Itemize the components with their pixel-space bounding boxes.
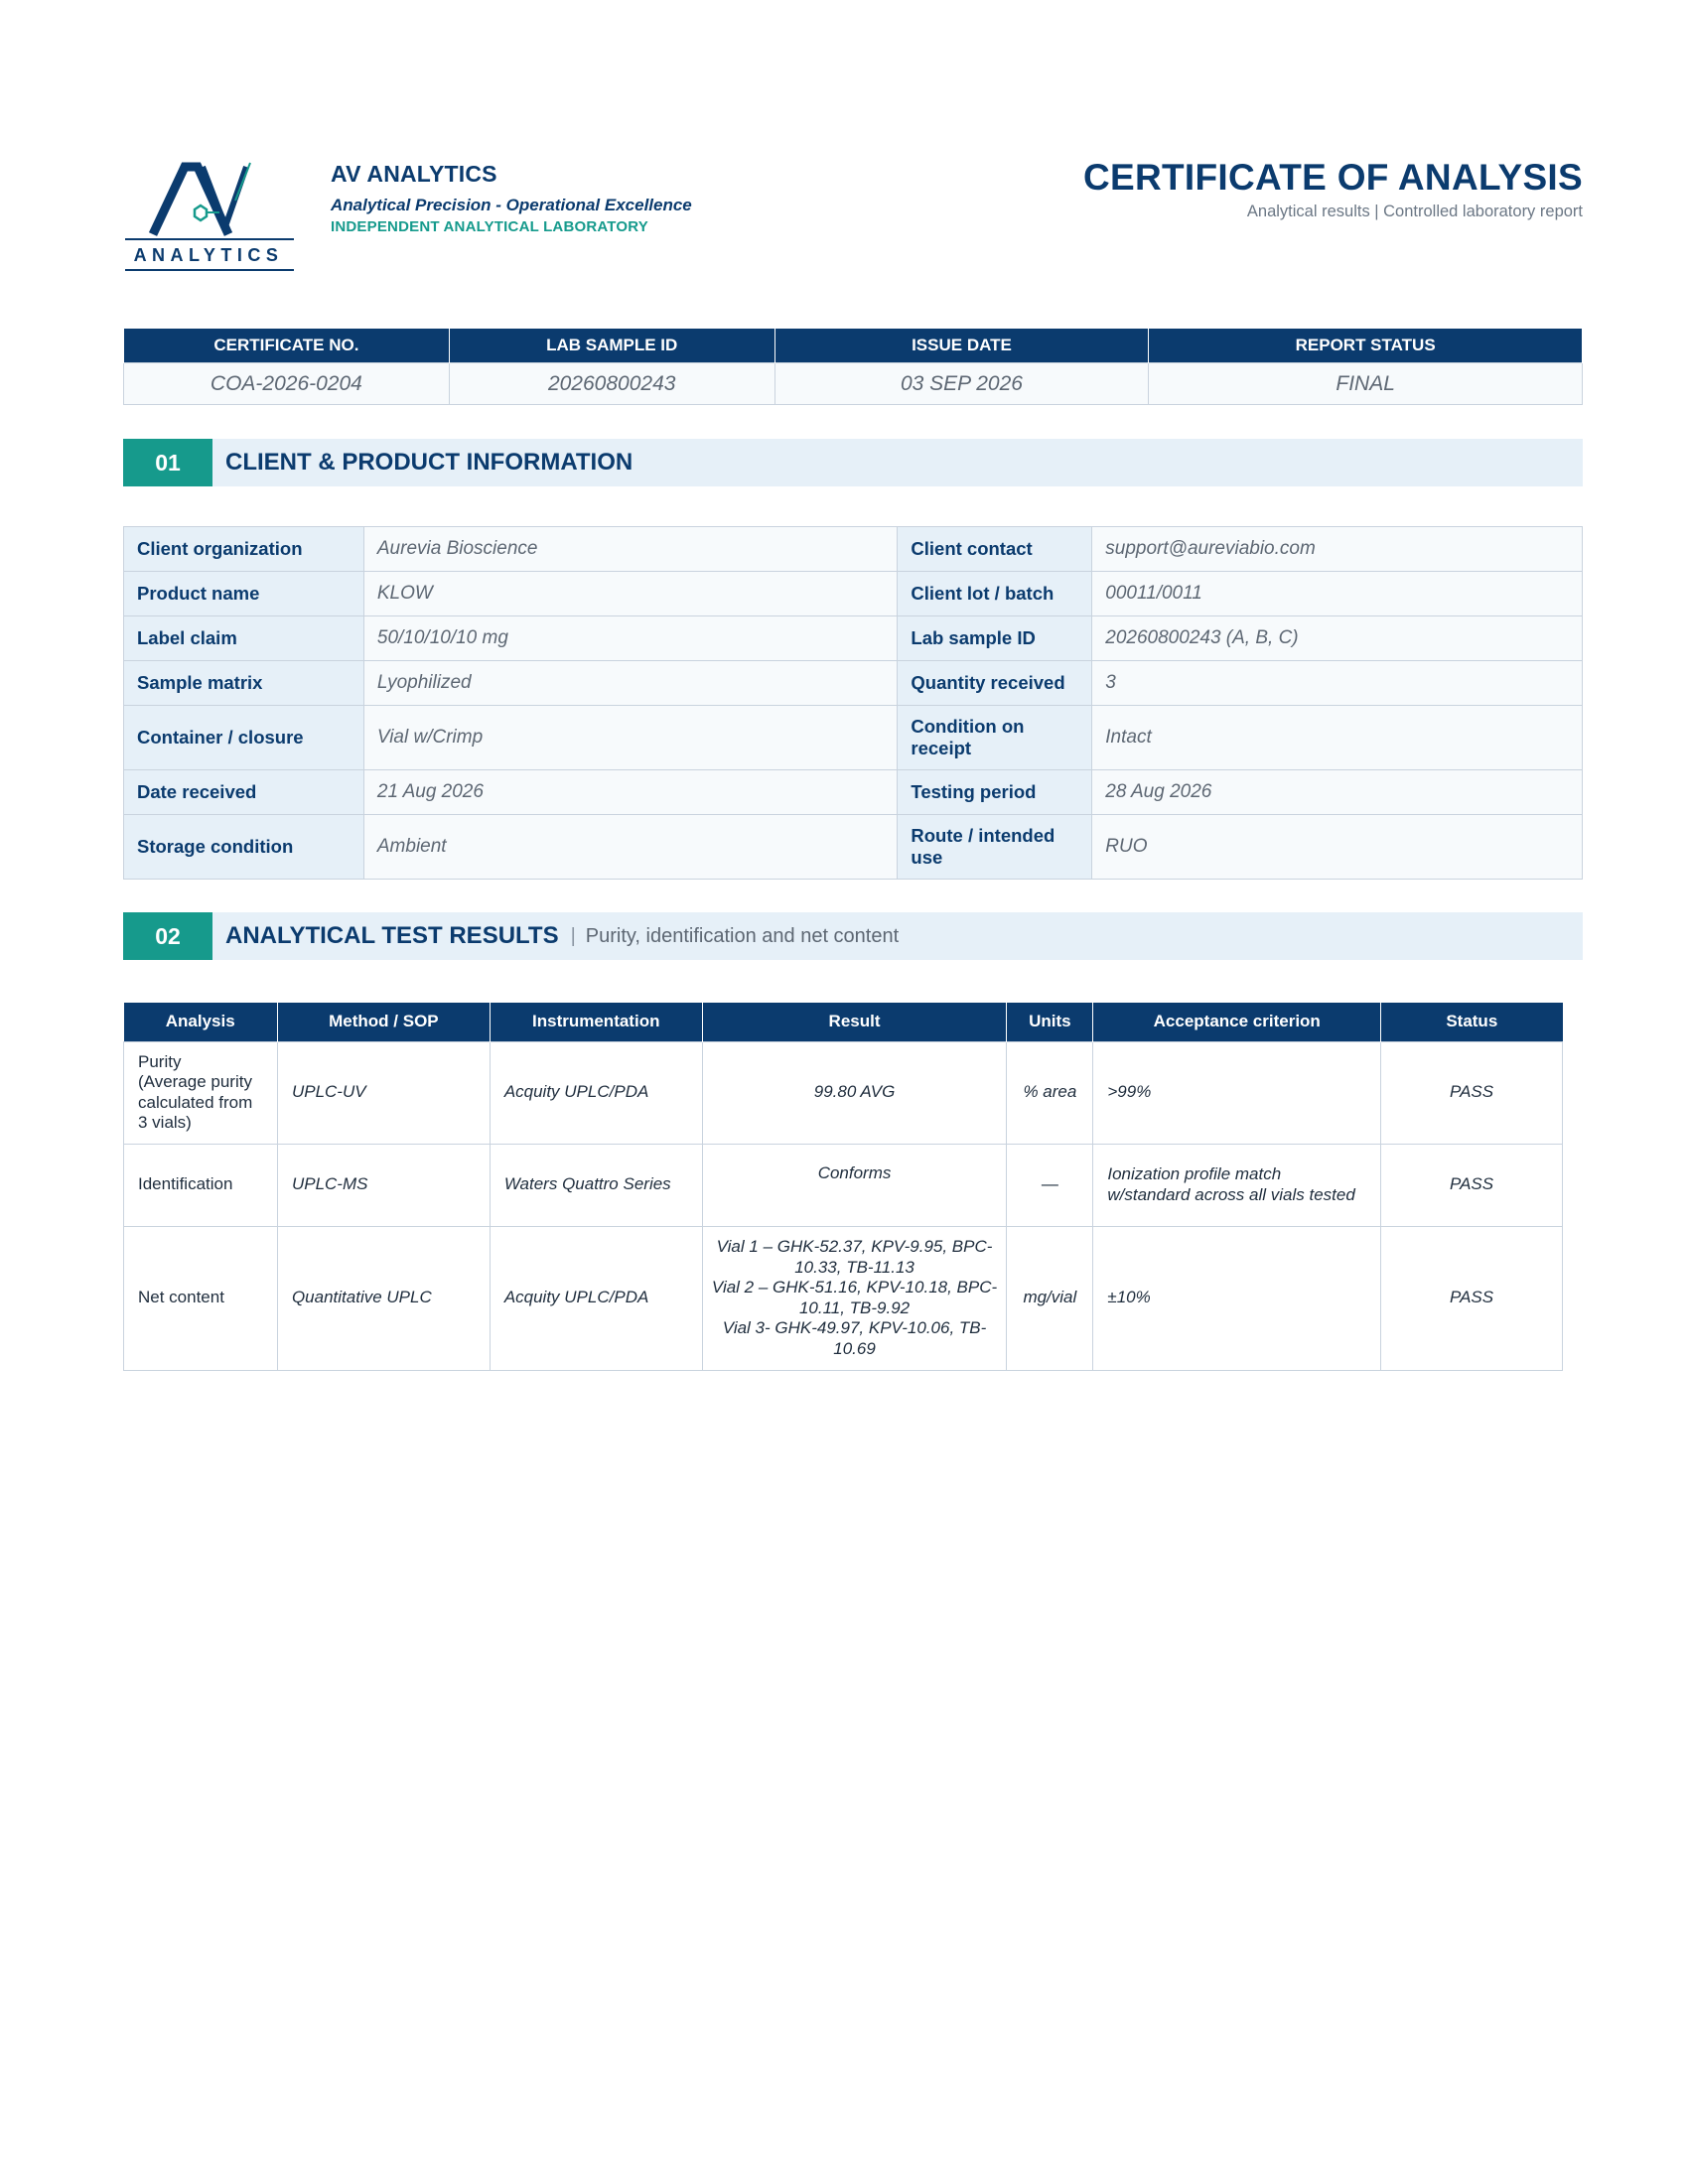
column-header-analysis: Analysis [124,1003,278,1041]
analytical-results-table [123,1003,1563,1371]
certificate-number: COA-2026-0204 [124,363,450,405]
results-header-row [124,1003,1563,1041]
document-subtitle: Analytical results | Controlled laboratory report [1246,203,1583,220]
field-value: KLOW [363,572,898,616]
certificate-meta-table [123,328,1583,405]
field-label: Lab sample ID [898,616,1092,661]
field-label: Condition on receipt [898,706,1092,770]
field-value: 50/10/10/10 mg [363,616,898,661]
av-analytics-logo [123,157,302,278]
table-row [124,706,1583,770]
logo-wordmark: ANALYTICS [133,245,284,265]
section-number: 02 [123,912,212,960]
table-row [124,572,1583,616]
field-label: Quantity received [898,661,1092,706]
table-row [124,1226,1563,1370]
field-label: Storage condition [124,815,364,880]
field-label: Testing period [898,770,1092,815]
meta-header-row [124,329,1583,363]
cell-analysis: Net content [124,1226,278,1370]
cell-instrumentation: Acquity UPLC/PDA [490,1226,702,1370]
cell-result: 99.80 AVG [702,1041,1007,1144]
table-row [124,1144,1563,1226]
meta-header-report-status: REPORT STATUS [1149,329,1583,363]
field-value: support@aureviabio.com [1092,527,1583,572]
company-block [331,161,692,235]
company-subtitle: INDEPENDENT ANALYTICAL LABORATORY [331,218,648,235]
field-value: 28 Aug 2026 [1092,770,1583,815]
field-label: Client lot / batch [898,572,1092,616]
cell-units: mg/vial [1007,1226,1093,1370]
document-title: CERTIFICATE OF ANALYSIS [1082,157,1583,198]
section-title-wrap [225,912,899,960]
field-value: 00011/0011 [1092,572,1583,616]
meta-value-row [124,363,1583,405]
field-label: Route / intended use [898,815,1092,880]
field-value: Aurevia Bioscience [363,527,898,572]
field-label: Container / closure [124,706,364,770]
cell-result: Conforms [702,1144,1007,1226]
field-value: 21 Aug 2026 [363,770,898,815]
section-subtitle: Purity, identification and net content [585,924,900,947]
cell-method: UPLC-MS [277,1144,490,1226]
field-value: Vial w/Crimp [363,706,898,770]
column-header-instrumentation: Instrumentation [490,1003,702,1041]
field-label: Client organization [124,527,364,572]
field-value: Ambient [363,815,898,880]
field-label: Product name [124,572,364,616]
field-value: Lyophilized [363,661,898,706]
field-value: 20260800243 (A, B, C) [1092,616,1583,661]
section-title: ANALYTICAL TEST RESULTS [225,922,559,949]
table-row [124,661,1583,706]
meta-header-issue-date: ISSUE DATE [774,329,1149,363]
report-status: FINAL [1149,363,1583,405]
table-row [124,1041,1563,1144]
field-label: Label claim [124,616,364,661]
field-label: Client contact [898,527,1092,572]
cell-status: PASS [1381,1041,1563,1144]
client-product-table [123,526,1583,880]
cell-instrumentation: Acquity UPLC/PDA [490,1041,702,1144]
table-row [124,770,1583,815]
cell-status: PASS [1381,1226,1563,1370]
lab-sample-id: 20260800243 [449,363,774,405]
company-tagline: Analytical Precision - Operational Excellence [331,196,692,214]
column-header-status: Status [1381,1003,1563,1041]
column-header-units: Units [1007,1003,1093,1041]
section-separator: | [570,924,576,947]
cell-analysis: Purity (Average purity calculated from 3 vials) [124,1041,278,1144]
column-header-acceptance: Acceptance criterion [1093,1003,1381,1041]
section-header-test-results [123,912,1583,960]
column-header-method: Method / SOP [277,1003,490,1041]
cell-analysis: Identification [124,1144,278,1226]
company-name: AV ANALYTICS [331,161,497,187]
meta-header-lab-sample-id: LAB SAMPLE ID [449,329,774,363]
document-title-block [1083,157,1583,221]
cell-result: Vial 1 – GHK-52.37, KPV-9.95, BPC-10.33, TB-11.13 Vial 2 – GHK-51.16, KPV-10.18, BPC-10.11, TB-9.92 Vial 3- GHK-49.97, KPV-10.06, TB-10.69 [702,1226,1007,1370]
table-row [124,815,1583,880]
cell-acceptance: >99% [1093,1041,1381,1144]
document-header [123,157,1583,286]
section-number: 01 [123,439,212,486]
cell-status: PASS [1381,1144,1563,1226]
meta-header-certificate-no: CERTIFICATE NO. [124,329,450,363]
table-row [124,616,1583,661]
column-header-result: Result [702,1003,1007,1041]
field-value: RUO [1092,815,1583,880]
section-header-client-product [123,439,1583,486]
cell-acceptance: ±10% [1093,1226,1381,1370]
field-value: 3 [1092,661,1583,706]
cell-units: % area [1007,1041,1093,1144]
table-row [124,527,1583,572]
cell-method: UPLC-UV [277,1041,490,1144]
section-title: CLIENT & PRODUCT INFORMATION [225,449,633,476]
cell-units: — [1007,1144,1093,1226]
cell-acceptance: Ionization profile match w/standard across all vials tested [1093,1144,1381,1226]
field-value: Intact [1092,706,1583,770]
cell-method: Quantitative UPLC [277,1226,490,1370]
field-label: Date received [124,770,364,815]
cell-instrumentation: Waters Quattro Series [490,1144,702,1226]
field-label: Sample matrix [124,661,364,706]
issue-date: 03 SEP 2026 [774,363,1149,405]
